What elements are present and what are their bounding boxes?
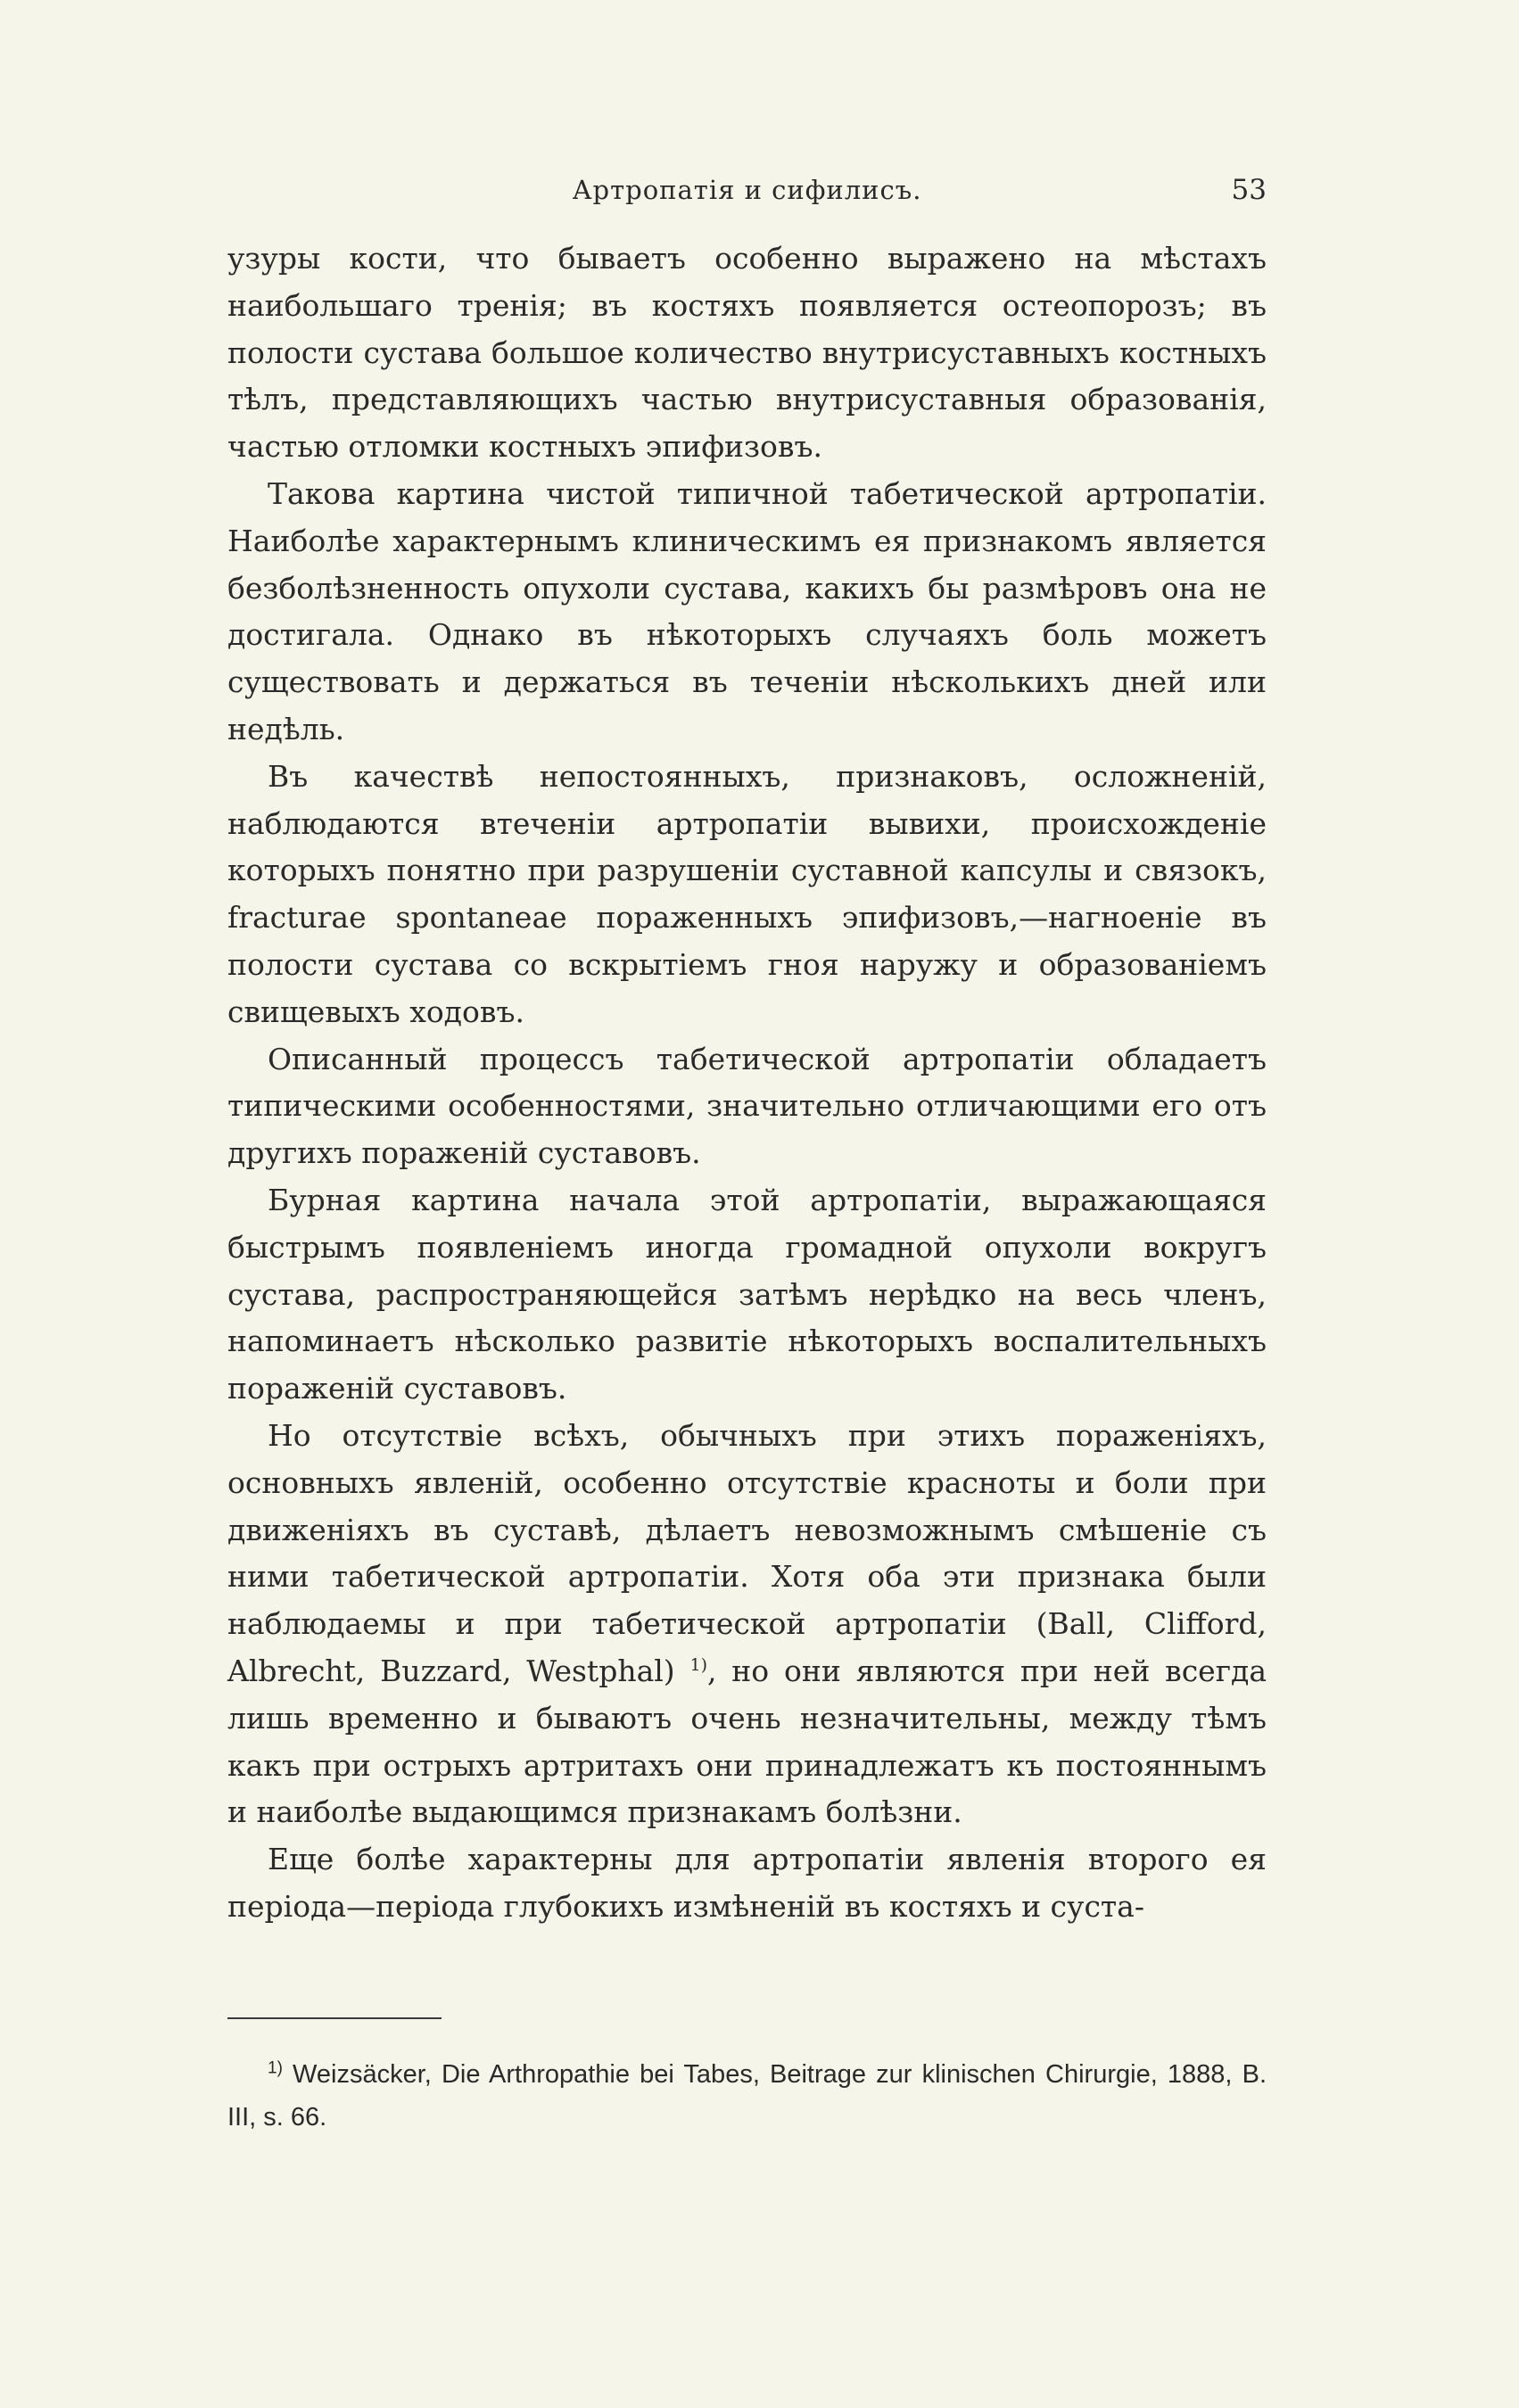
paragraph-typical-picture: Такова картина чистой типичной табетической артропатіи. Наиболѣе характернымъ клиническимъ ея признакомъ является безболѣзненность опухоли сустава, какихъ бы размѣровъ она не достигала. Однако въ нѣкоторыхъ случаяхъ боль можетъ существовать и держаться въ теченіи нѣсколькихъ дней или недѣль.	[227, 475, 1267, 746]
paragraph-continuation: узуры кости, что бываетъ особенно выражено на мѣстахъ наибольшаго тренія; въ костяхъ появляется остеопорозъ; въ полости сустава большое количество внутрисуставныхъ костныхъ тѣлъ, представляющихъ частью внутрисуставныя образованія, частью отломки костныхъ эпифизовъ.	[227, 241, 1267, 465]
paragraph-features: Описанный процессъ табетической артропатіи обладаетъ типическими особенностями, значительно отличающими его отъ другихъ пораженій суставовъ.	[227, 1041, 1267, 1171]
running-head	[227, 168, 1267, 212]
footnote-reference-mark: 1)	[689, 1654, 707, 1675]
paragraph-differential	[227, 1413, 1267, 1836]
paragraph-complications: Въ качествѣ непостоянныхъ, признаковъ, осложненій, наблюдаются втеченіи артропатіи вывихи, происхожденіе которыхъ понятно при разрушеніи суставной капсулы и связокъ, fracturae spontaneae пораженныхъ эпифизовъ,—нагноеніе въ полости сустава со вскрытіемъ гноя наружу и образованіемъ свищевыхъ ходовъ.	[227, 758, 1267, 1029]
paragraph-onset: Бурная картина начала этой артропатіи, выражающаяся быстрымъ появленіемъ иногда громадной опухоли вокругъ сустава, распространяющейся затѣмъ нерѣдко на весь членъ, напоминаетъ нѣсколько развитіе нѣкоторыхъ воспалительныхъ пораженій суставовъ.	[227, 1182, 1267, 1406]
paragraph-second-period: Еще болѣе характерны для артропатіи явленія второго ея періода—періода глубокихъ измѣненій въ костяхъ и суста-	[227, 1842, 1267, 1924]
paragraph-differential-text-b: , но они являются при ней всегда лишь временно и бываютъ очень незначительны, между тѣмъ какъ при острыхъ артритахъ они принадлежатъ къ постояннымъ и наиболѣе выдающимся признакамъ болѣзни.	[227, 1653, 1267, 1830]
footnote	[227, 2053, 1267, 2139]
running-title: Артропатія и сифилисъ.	[572, 175, 922, 205]
page-number: 53	[1231, 174, 1267, 206]
footnote-mark: 1)	[268, 2058, 283, 2078]
footnote-text: Weizsäcker, Die Arthropathie bei Tabes, Beitrage zur klinischen Chirurgie, 1888, B. III, s. 66.	[227, 2060, 1267, 2132]
footnote-rule	[227, 2017, 442, 2019]
paragraph-differential-text-a: Но отсутствіе всѣхъ, обычныхъ при этихъ пораженіяхъ, основныхъ явленій, особенно отсутствіе красноты и боли при движеніяхъ въ суставѣ, дѣлаетъ невозможнымъ смѣшеніе съ ними табетической артропатіи. Хотя оба эти признака были наблюдаемы и при табетической артропатіи (Ball, Clifford, Albrecht, Buzzard, Westphal)	[227, 1417, 1267, 1688]
body-text	[227, 235, 1267, 1931]
